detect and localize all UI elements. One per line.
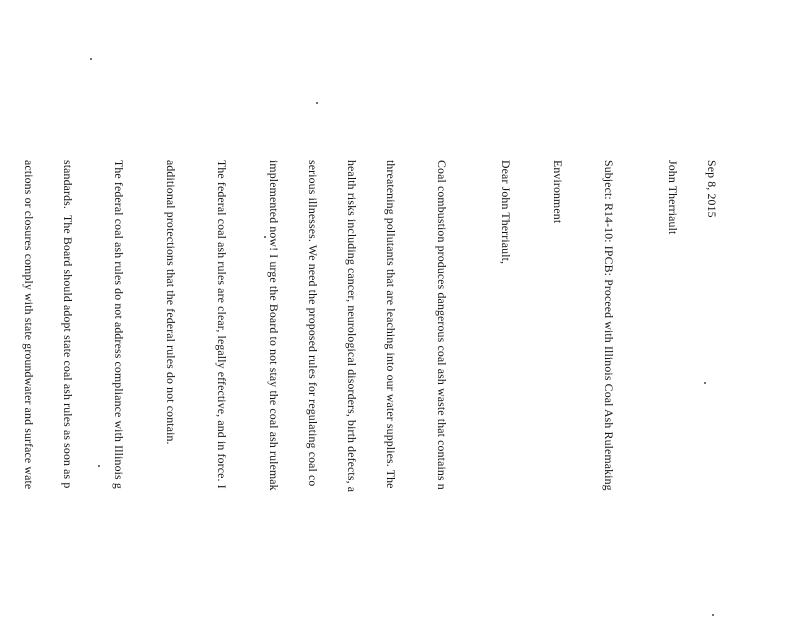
paragraph-line: standards. The Board should adopt state coal ash rules as soon as p [61, 160, 75, 489]
letter-subject-line: Environment [551, 160, 565, 224]
paragraph-line: The federal coal ash rules are clear, legally effective, and in force. I [215, 160, 229, 489]
paragraph-line: The federal coal ash rules do not address compliance with Illinois g [112, 160, 126, 489]
letter-date: Sep 8, 2015 [705, 160, 719, 218]
paragraph-line: additional protections that the federal rules do not contain. [164, 160, 178, 445]
paragraph-line: serious illnesses. We need the proposed rules for regulating coal co [306, 160, 320, 487]
paragraph-line: implemented now! I urge the Board to not stay the coal ash rulemak [267, 160, 281, 491]
scan-speck [316, 102, 318, 104]
paragraph-line: threatening pollutants that are leaching into our water supplies. The [384, 160, 398, 489]
paragraph-line: actions or closures comply with state groundwater and surface wate [22, 160, 36, 490]
scan-speck [90, 58, 92, 60]
scan-speck [712, 614, 714, 616]
paragraph-line: Coal combustion produces dangerous coal ash waste that contains n [435, 160, 449, 490]
letter-subject-line: Subject: R14-10: IPCB: Proceed with Illinois Coal Ash Rulemaking [602, 160, 616, 491]
letter-salutation: Dear John Therriault, [499, 160, 513, 265]
letter-body [22, 160, 744, 560]
letter-recipient: John Therriault [666, 160, 680, 235]
paragraph-line: health risks including cancer, neurological disorders, birth defects, a [345, 160, 359, 493]
